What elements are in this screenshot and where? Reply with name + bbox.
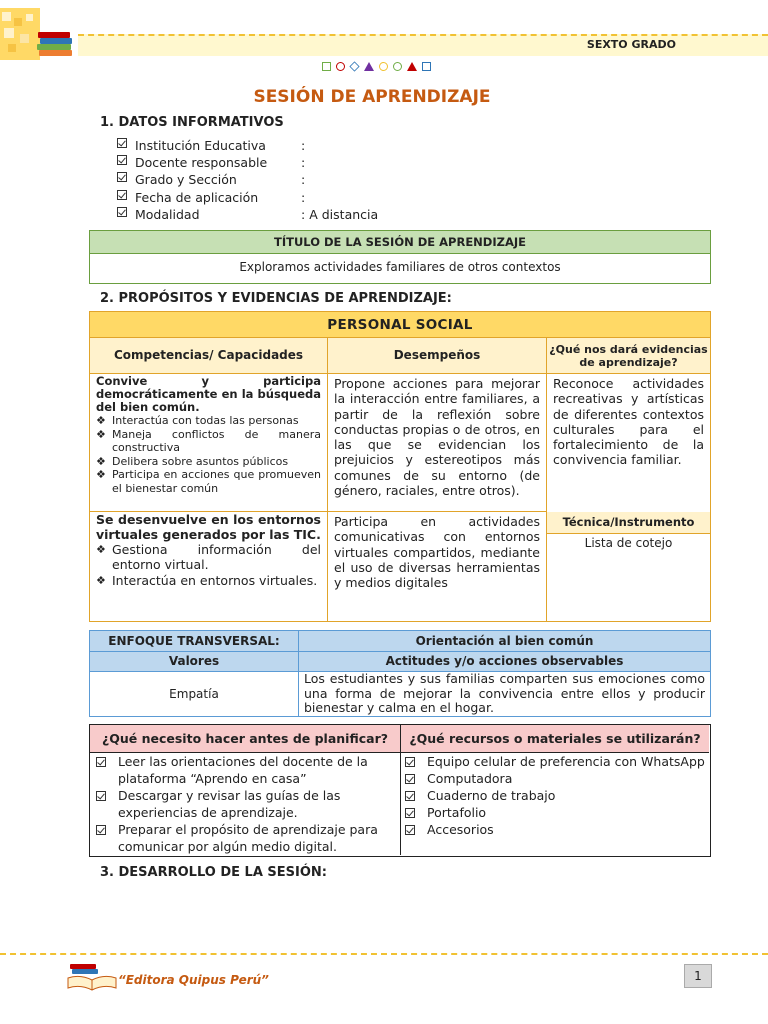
enfoque-table bbox=[89, 630, 711, 717]
resource-item bbox=[405, 770, 705, 787]
enfoque-label: ENFOQUE TRANSVERSAL: bbox=[90, 631, 299, 652]
diamond-bullet-icon: ❖ bbox=[96, 414, 106, 427]
capacidad-text: Interactúa en entornos virtuales. bbox=[112, 572, 318, 588]
competencia-1-cell bbox=[90, 374, 328, 512]
capacidad-item bbox=[96, 468, 321, 495]
checkbox-icon bbox=[117, 172, 127, 182]
desempeno-1: Propone acciones para mejorar la interacción entre familiares, a partir de la reflexión sobre conductas propias o de otros, en las que se evidencian los prejuicios y estereotipos más comunes de su entorno (de género, raciales, entre otros). bbox=[328, 374, 547, 512]
before-header: ¿Qué necesito hacer antes de planificar? bbox=[90, 725, 400, 753]
checkbox-icon bbox=[405, 757, 415, 767]
col-valores: Valores bbox=[90, 652, 299, 672]
diamond-bullet-icon: ❖ bbox=[96, 454, 106, 468]
planning-table bbox=[89, 724, 711, 857]
page-number: 1 bbox=[684, 964, 712, 988]
resource-item bbox=[405, 804, 705, 821]
checkbox-icon bbox=[117, 155, 127, 165]
checkbox-icon bbox=[96, 791, 106, 801]
session-title-value: Exploramos actividades familiares de otros contextos bbox=[239, 260, 561, 274]
info-sep: : bbox=[301, 172, 306, 188]
capacidad-text: Participa en acciones que promueven el bienestar común bbox=[112, 468, 321, 495]
desempeno-2: Participa en actividades comunicativas con entornos virtuales compartidos, mediante el uso de diversas herramientas y medios digitales bbox=[328, 512, 547, 621]
session-title-header: TÍTULO DE LA SESIÓN DE APRENDIZAJE bbox=[90, 231, 710, 254]
actitud-text: Los estudiantes y sus familias comparten sus emociones como una forma de mejorar la convivencia entre ellos y producir bienestar y calma en el hogar. bbox=[304, 671, 705, 715]
resource-item bbox=[405, 787, 705, 804]
before-column bbox=[90, 725, 401, 855]
info-sep: : bbox=[301, 138, 306, 153]
checkbox-icon bbox=[117, 207, 127, 217]
info-row bbox=[117, 189, 378, 206]
competencia-2-title: Se desenvuelve en los entornos virtuales generados por las TIC. bbox=[96, 512, 321, 542]
before-text: Descargar y revisar las guías de las experiencias de aprendizaje. bbox=[118, 788, 341, 820]
logo-squares-graphic bbox=[0, 8, 40, 60]
datos-informativos-list bbox=[117, 137, 378, 223]
publisher-name: “Editora Quipus Perú” bbox=[118, 973, 269, 987]
diamond-bullet-icon: ❖ bbox=[96, 573, 106, 587]
info-sep: : bbox=[301, 155, 306, 171]
checkbox-icon bbox=[405, 825, 415, 835]
checkbox-icon bbox=[405, 791, 415, 801]
diamond-bullet-icon: ❖ bbox=[96, 543, 106, 556]
info-row bbox=[117, 154, 378, 171]
capacidad-item bbox=[96, 573, 321, 588]
before-list bbox=[90, 753, 400, 855]
footer-divider bbox=[0, 953, 768, 955]
tecnica-header: Técnica/Instrumento bbox=[547, 512, 710, 534]
personal-social-table bbox=[89, 311, 711, 622]
tecnica-value: Lista de cotejo bbox=[584, 536, 673, 550]
section-2-heading: 2. PROPÓSITOS Y EVIDENCIAS DE APRENDIZAJE: bbox=[100, 291, 452, 306]
personal-social-header: PERSONAL SOCIAL bbox=[90, 312, 710, 338]
capacidad-item bbox=[96, 414, 321, 428]
resources-list bbox=[401, 753, 709, 838]
capacidad-text: Maneja conflictos de manera constructiva bbox=[112, 427, 321, 454]
resources-column bbox=[401, 725, 709, 855]
col-actitudes: Actitudes y/o acciones observables bbox=[299, 652, 710, 672]
enfoque-name: Orientación al bien común bbox=[299, 631, 710, 652]
resource-item bbox=[405, 821, 705, 838]
before-item bbox=[96, 787, 396, 821]
capacidad-text: Delibera sobre asuntos públicos bbox=[112, 454, 289, 468]
before-item bbox=[96, 821, 396, 855]
info-label: Fecha de aplicación bbox=[135, 189, 259, 205]
evidencia-1: Reconoce actividades recreativas y artísticas de diferentes contextos culturales para el fortalecimiento de la convivencia familiar. bbox=[553, 376, 704, 468]
competencia-2-cell bbox=[90, 512, 328, 621]
before-text: Leer las orientaciones del docente de la plataforma “Aprendo en casa” bbox=[118, 754, 368, 786]
info-row bbox=[117, 206, 378, 223]
competencia-1-title: Convive y participa democráticamente en la búsqueda del bien común. bbox=[96, 374, 321, 414]
capacidad-text: Gestiona información del entorno virtual. bbox=[112, 542, 321, 573]
resources-header: ¿Qué recursos o materiales se utilizarán? bbox=[401, 725, 709, 753]
resource-text: Portafolio bbox=[427, 805, 487, 820]
decorative-shapes bbox=[322, 62, 431, 74]
capacidad-item bbox=[96, 428, 321, 455]
info-row bbox=[117, 171, 378, 188]
checkbox-icon bbox=[96, 757, 106, 767]
capacidad-item bbox=[96, 455, 321, 469]
before-text: Preparar el propósito de aprendizaje para comunicar por algún medio digital. bbox=[118, 822, 378, 854]
info-label: Institución Educativa bbox=[135, 138, 266, 153]
resource-text: Accesorios bbox=[427, 822, 494, 837]
capacidad-item bbox=[96, 542, 321, 573]
info-label: Modalidad bbox=[135, 206, 200, 222]
resource-text: Computadora bbox=[427, 771, 513, 786]
checkbox-icon bbox=[117, 190, 127, 200]
col-evidencias: ¿Qué nos dará evidencias de aprendizaje? bbox=[547, 338, 710, 374]
diamond-bullet-icon: ❖ bbox=[96, 468, 106, 481]
checkbox-icon bbox=[405, 774, 415, 784]
capacidad-text: Interactúa con todas las personas bbox=[112, 414, 299, 427]
resource-text: Equipo celular de preferencia con WhatsApp bbox=[427, 754, 705, 769]
grade-label: SEXTO GRADO bbox=[586, 38, 676, 51]
checkbox-icon bbox=[96, 825, 106, 835]
info-row bbox=[117, 137, 378, 154]
info-value: A distancia bbox=[309, 206, 379, 222]
books-icon bbox=[36, 28, 76, 60]
open-book-icon bbox=[66, 962, 118, 992]
checkbox-icon bbox=[405, 808, 415, 818]
before-item bbox=[96, 753, 396, 787]
section-1-heading: 1. DATOS INFORMATIVOS bbox=[100, 115, 284, 130]
col-competencias: Competencias/ Capacidades bbox=[90, 338, 328, 374]
info-sep: : bbox=[301, 206, 306, 222]
info-sep: : bbox=[301, 189, 306, 205]
info-label: Grado y Sección bbox=[135, 172, 237, 188]
resource-item bbox=[405, 753, 705, 770]
section-3-heading: 3. DESARROLLO DE LA SESIÓN: bbox=[100, 865, 327, 880]
page-title: SESIÓN DE APRENDIZAJE bbox=[253, 87, 491, 107]
diamond-bullet-icon: ❖ bbox=[96, 427, 106, 441]
info-label: Docente responsable bbox=[135, 155, 268, 171]
valor-empatia: Empatía bbox=[90, 672, 299, 716]
resource-text: Cuaderno de trabajo bbox=[427, 788, 556, 803]
col-desempenos: Desempeños bbox=[328, 338, 547, 374]
session-title-table bbox=[89, 230, 711, 284]
checkbox-icon bbox=[117, 138, 127, 148]
